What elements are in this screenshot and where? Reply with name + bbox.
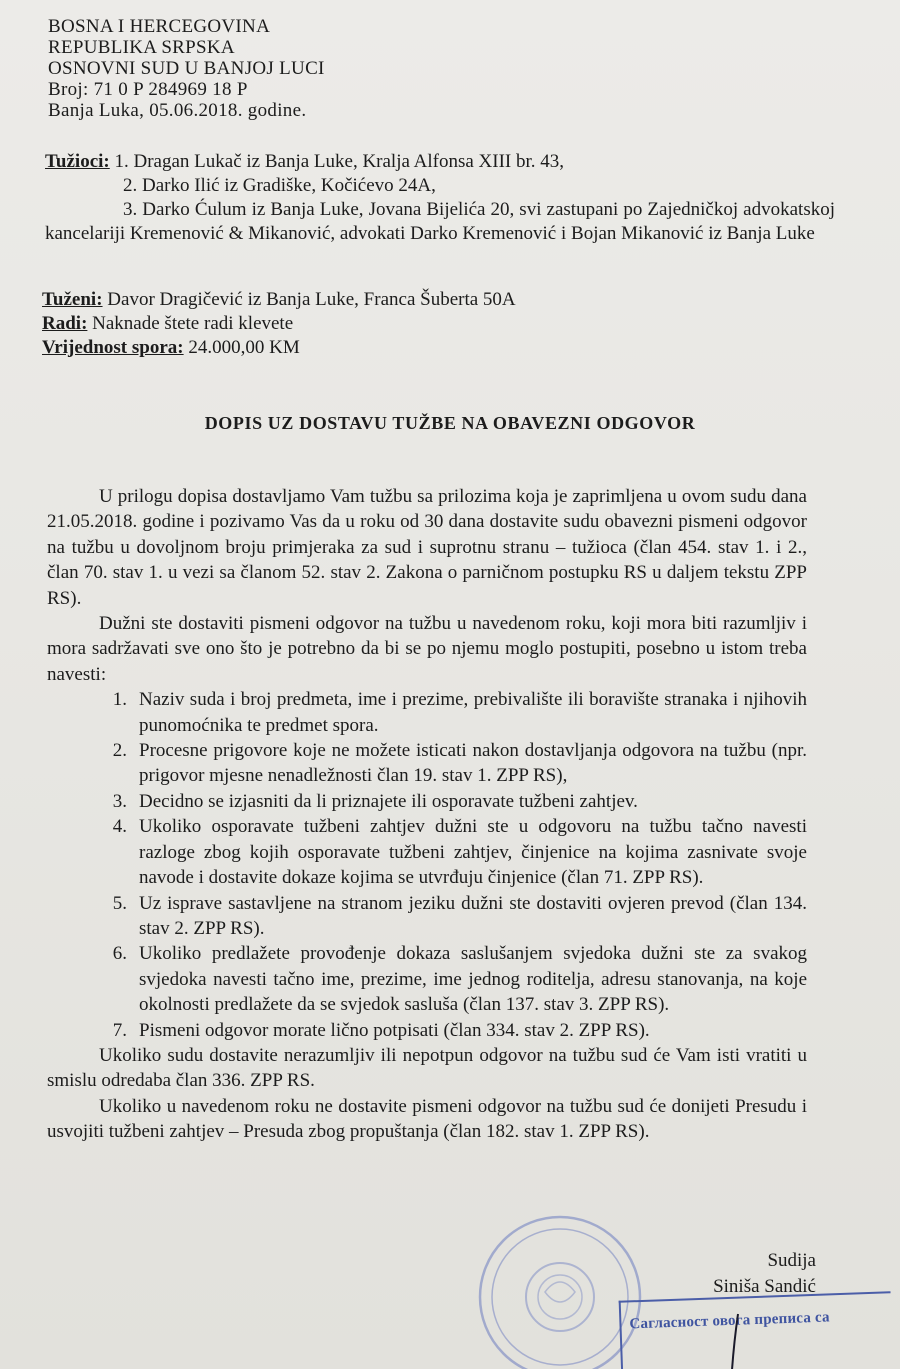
certification-stamp xyxy=(619,1291,894,1369)
header-country: BOSNA I HERCEGOVINA xyxy=(48,16,271,37)
paragraph-1: U prilogu dopisa dostavljamo Vam tužbu sa prilozima koja je zaprimljena u ovom sudu dana 21.05.2018. godine i pozivamo Vas da u roku od 30 dana dostavite sudu obavezni pismeni odgovor na tužbu u dovoljnom broju primjeraka za sud i suprotnu stranu – tužioca (član 454. stav 1. i 2., član 70. stav 1. u vezi sa članom 52. stav 2. Zakona o parničnom postupku RS u daljem tekstu ZPP RS). xyxy=(47,486,807,609)
list-item: 4. Ukoliko osporavate tužbeni zahtjev dužni ste u odgovoru na tužbu tačno navesti razloge zbog kojih osporavate tužbeni zahtjev, činjenice na kojima zasnivate svoje navode i dostavite dokaze kojima se utvrđuju činjenice (član 71. ZPP RS). xyxy=(112,816,807,889)
document-body xyxy=(47,484,807,1145)
paragraph-4: Ukoliko u navedenom roku ne dostavite pismeni odgovor na tužbu sud će donijeti Presudu i usvojiti tužbeni zahtjev – Presuda zbog propuštanja (član 182. stav 1. ZPP RS). xyxy=(47,1095,807,1143)
judge-role: Sudija xyxy=(767,1250,816,1271)
header-case-number: Broj: 71 0 P 284969 18 P xyxy=(48,79,248,100)
judge-name: Siniša Sandić xyxy=(713,1276,816,1297)
list-item: 1. Naziv suda i broj predmeta, ime i prezime, prebivalište ili boravište stranaka i njihovih punomoćnika te predmet spora. xyxy=(112,689,807,736)
certification-stamp-text: Сагласност овога преписа са xyxy=(629,1309,830,1333)
case-meta xyxy=(42,288,742,360)
header-place-date: Banja Luka, 05.06.2018. godine. xyxy=(48,100,307,121)
court-header xyxy=(48,16,325,121)
header-court: OSNOVNI SUD U BANJOJ LUCI xyxy=(48,58,325,79)
handwritten-mark xyxy=(724,1312,744,1369)
header-entity: REPUBLIKA SRPSKA xyxy=(48,37,235,58)
plaintiff-3: 3. Darko Ćulum iz Banja Luke, Jovana Bijelića 20, svi zastupani po Zajedničkoj advokatskoj kancelariji Kremenović & Mikanović, advokati Darko Kremenović i Bojan Mikanović iz Banja Luke xyxy=(45,199,835,244)
plaintiffs-label: Tužioci: xyxy=(45,151,110,172)
subject-label: Radi: xyxy=(42,313,88,334)
list-item: 3. Decidno se izjasniti da li priznajete ili osporavate tužbeni zahtjev. xyxy=(112,790,638,812)
paragraph-3: Ukoliko sudu dostavite nerazumljiv ili nepotpun odgovor na tužbu sud će Vam isti vratiti u smislu odredaba član 336. ZPP RS. xyxy=(47,1044,807,1092)
defendant-label: Tuženi: xyxy=(42,289,103,310)
list-item: 5. Uz isprave sastavljene na stranom jeziku dužni ste dostaviti ovjeren prevod (član 134. stav 2. ZPP RS). xyxy=(112,892,807,939)
document-title: DOPIS UZ DOSTAVU TUŽBE NA OBAVEZNI ODGOVOR xyxy=(204,413,696,433)
plaintiff-1: 1. Dragan Lukač iz Banja Luke, Kralja Alfonsa XIII br. 43, xyxy=(114,151,565,172)
list-item: 7. Pismeni odgovor morate lično potpisati (član 334. stav 2. ZPP RS). xyxy=(112,1019,650,1041)
plaintiff-2: 2. Darko Ilić iz Gradiške, Kočićevo 24A, xyxy=(123,175,436,196)
list-item: 6. Ukoliko predlažete provođenje dokaza saslušanjem svjedoka dužni ste za svakog svjedoka navesti tačno ime, prezime, ime jednog roditelja, adresu stanovanja, na koje okolnosti predlažete da se svjedok saslušа (član 137. stav 3. ZPP RS). xyxy=(112,943,807,1016)
value-label: Vrijednost spora: xyxy=(42,337,184,358)
requirements-list xyxy=(47,687,807,1043)
dispute-value: 24.000,00 KM xyxy=(188,337,300,358)
list-item: 2. Procesne prigovore koje ne možete isticati nakon dostavljanja odgovora na tužbu (npr. prigovor mjesne nenadležnosti član 19. stav 1. ZPP RS), xyxy=(112,740,807,787)
paragraph-2: Dužni ste dostaviti pismeni odgovor na tužbu u navedenom roku, koji mora biti razumljiv i mora sadržavati sve ono što je potrebno da bi se po njemu moglo postupiti, posebno u istom treba navesti: xyxy=(47,613,807,685)
defendant: Davor Dragičević iz Banja Luke, Franca Šuberta 50A xyxy=(107,289,516,310)
judge-signature-block xyxy=(686,1248,816,1300)
plaintiffs-block xyxy=(45,150,835,246)
subject: Naknade štete radi klevete xyxy=(92,313,294,334)
